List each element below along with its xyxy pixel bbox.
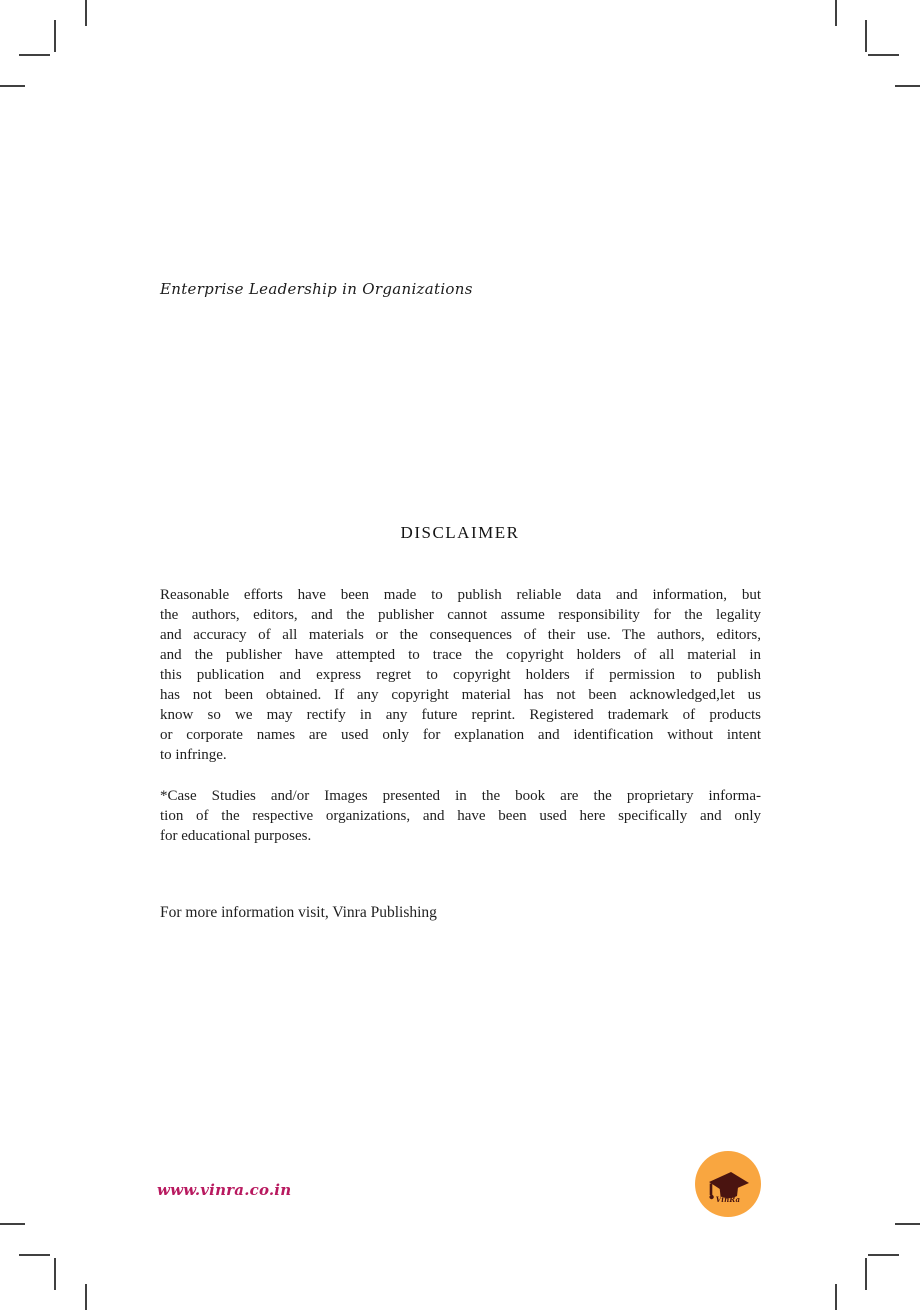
crop-mark (895, 85, 920, 87)
crop-mark (85, 0, 87, 26)
text-line: Reasonable efforts have been made to publish reliable data and information, but (160, 587, 761, 603)
text-line: *Case Studies and/or Images presented in the book are the proprietary informa- (160, 788, 761, 804)
text-line: the authors, editors, and the publisher cannot assume responsibility for the legality (160, 607, 761, 623)
crop-mark (19, 54, 50, 56)
crop-mark (54, 20, 56, 52)
crop-mark (85, 1284, 87, 1310)
text-line: for educational purposes. (160, 828, 312, 844)
crop-mark (835, 0, 837, 26)
crop-mark (865, 1258, 867, 1290)
text-line: know so we may rectify in any future reprint. Registered trademark of products (160, 707, 761, 723)
crop-mark (0, 1223, 25, 1225)
crop-mark (0, 85, 25, 87)
crop-mark (895, 1223, 920, 1225)
text-line: and the publisher have attempted to trace the copyright holders of all material in (160, 647, 761, 663)
disclaimer-heading: DISCLAIMER (400, 523, 520, 542)
crop-mark (54, 1258, 56, 1290)
publisher-logo (695, 1151, 761, 1217)
logo-wordmark: VinRa (715, 1195, 741, 1204)
crop-mark (835, 1284, 837, 1310)
disclaimer-paragraph (160, 585, 761, 765)
crop-mark (868, 54, 899, 56)
info-line: For more information visit, Vinra Publishing (160, 904, 437, 921)
text-line: tion of the respective organizations, and have been used here specifically and only (160, 808, 761, 824)
running-header: Enterprise Leadership in Organizations (160, 280, 473, 298)
website-link[interactable]: www.vinra.co.in (157, 1181, 292, 1199)
text-line: has not been obtained. If any copyright material has not been acknowledged,let us (160, 687, 761, 703)
case-studies-note (160, 786, 761, 846)
crop-mark (865, 20, 867, 52)
crop-mark (19, 1254, 50, 1256)
text-line: or corporate names are used only for explanation and identification without intent (160, 727, 761, 743)
text-line: this publication and express regret to copyright holders if permission to publish (160, 667, 761, 683)
text-line: to infringe. (160, 747, 227, 763)
text-line: and accuracy of all materials or the consequences of their use. The authors, editors, (160, 627, 761, 643)
crop-mark (868, 1254, 899, 1256)
